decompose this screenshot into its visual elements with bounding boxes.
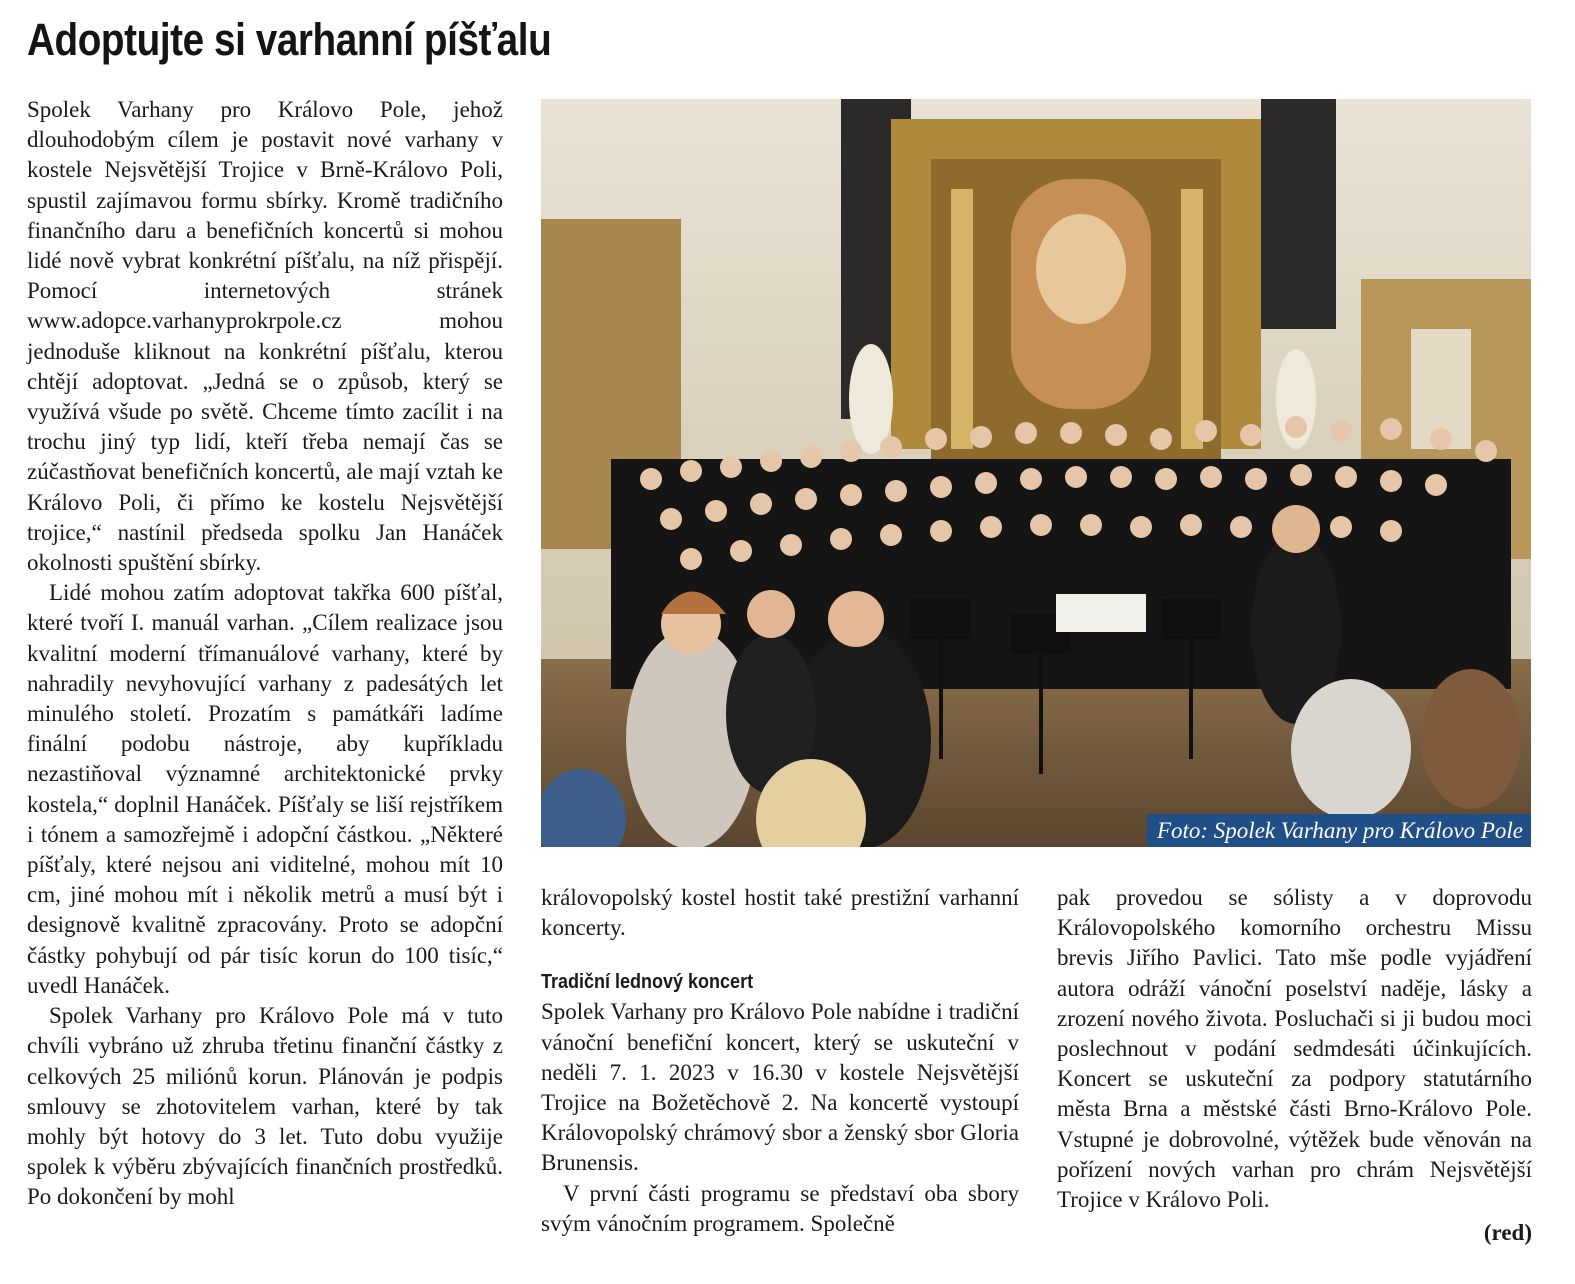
article-paragraph: V první části programu se představí oba sbory svým vánočním programem. Společně: [541, 1180, 1019, 1236]
article-photo: [541, 99, 1531, 847]
article-paragraph: Spolek Varhany pro Královo Pole nabídne i tradiční vánoční benefiční koncert, který se uskuteční v neděli 7. 1. 2023 v 16.30 v kostele Nejsvětější Trojice na Božetěchově 2. Na koncertě vystoupí Královopolský chrámový sbor a ženský sbor Gloria Brunensis.: [541, 999, 1019, 1176]
article-column-3: [1057, 883, 1532, 1215]
article-column-1: [27, 95, 503, 1213]
article-paragraph: pak provedou se sólisty a v doprovodu Královopolského komorního orchestru Missu brevis Jiřího Pavlici. Tato mše podle vyjádření autora odráží vánoční poselství naděje, lásky a zrození nového života. Posluchači si ji budou moci poslechnout v podání sedmdesáti účinkujících. Koncert se uskuteční za podpory statutárního města Brna a městské části Brno-Královo Pole. Vstupné je dobrovolné, výtěžek bude věnován na pořízení nových varhan pro chrám Nejsvětější Trojice v Královo Poli.: [1057, 885, 1532, 1213]
article-subheading: Tradiční lednový koncert: [541, 971, 754, 994]
article-paragraph: Spolek Varhany pro Královo Pole má v tuto chvíli vybráno už zhruba třetinu finanční částky z celkových 25 miliónů korun. Plánován je podpis smlouvy se zhotovitelem varhan, které by tak mohly být hotovy do 3 let. Tuto dobu využije spolek k výběru zbývajících finančních prostředků. Po dokončení by mohl: [27, 1003, 503, 1210]
choir-concert-photo: [541, 99, 1531, 847]
author-signoff: (red): [1483, 1220, 1532, 1245]
photo-caption: Foto: Spolek Varhany pro Královo Pole: [1147, 814, 1531, 847]
article-paragraph: Spolek Varhany pro Královo Pole, jehož dlouhodobým cílem je postavit nové varhany v kostele Nejsvětější Trojice v Brně-Královo Poli, spustil zajímavou formu sbírky. Kromě tradičního finančního daru a benefičních koncertů si mohou lidé nově vybrat konkrétní píšťalu, na níž přispějí. Pomocí internetových stránek www.adopce.varhanyprokrpole.cz mohou jednoduše kliknout na konkrétní píšťalu, kterou chtějí adoptovat. „Jedná se o způsob, který se využívá všude po světě. Chceme tímto zacílit i na trochu jiný typ lidí, kteří třeba nemají čas se zúčastňovat benefičních koncertů, ale mají vztah ke Královo Poli, či přímo ke kostelu Nejsvětější trojice,“ nastínil předseda spolku Jan Hanáček okolnosti spuštění sbírky.: [27, 97, 503, 576]
article-column-2: [541, 883, 1019, 1239]
article-headline: Adoptujte si varhanní píšťalu: [27, 14, 552, 65]
article-paragraph: Lidé mohou zatím adoptovat takřka 600 píšťal, které tvoří I. manuál varhan. „Cílem realizace jsou kvalitní moderní třímanuálové varhany, které by nahradily nevyhovující varhany z padesátých let minulého století. Prozatím s památkáři ladíme finální podobu nástroje, aby kupříkladu nezastiňoval významné architektonické prvky kostela,“ doplnil Hanáček. Píšťaly se liší rejstříkem i tónem a samozřejmě i adopční částkou. „Některé píšťaly, které nejsou ani viditelné, mohou mít 10 cm, jiné mohou mít i několik metrů a musí být i designově kvalitně zpracovány. Proto se adopční částky pohybují od pár tisíc korun do 100 tisíc,“ uvedl Hanáček.: [27, 580, 503, 998]
article-paragraph: královopolský kostel hostit také prestižní varhanní koncerty.: [541, 885, 1019, 941]
